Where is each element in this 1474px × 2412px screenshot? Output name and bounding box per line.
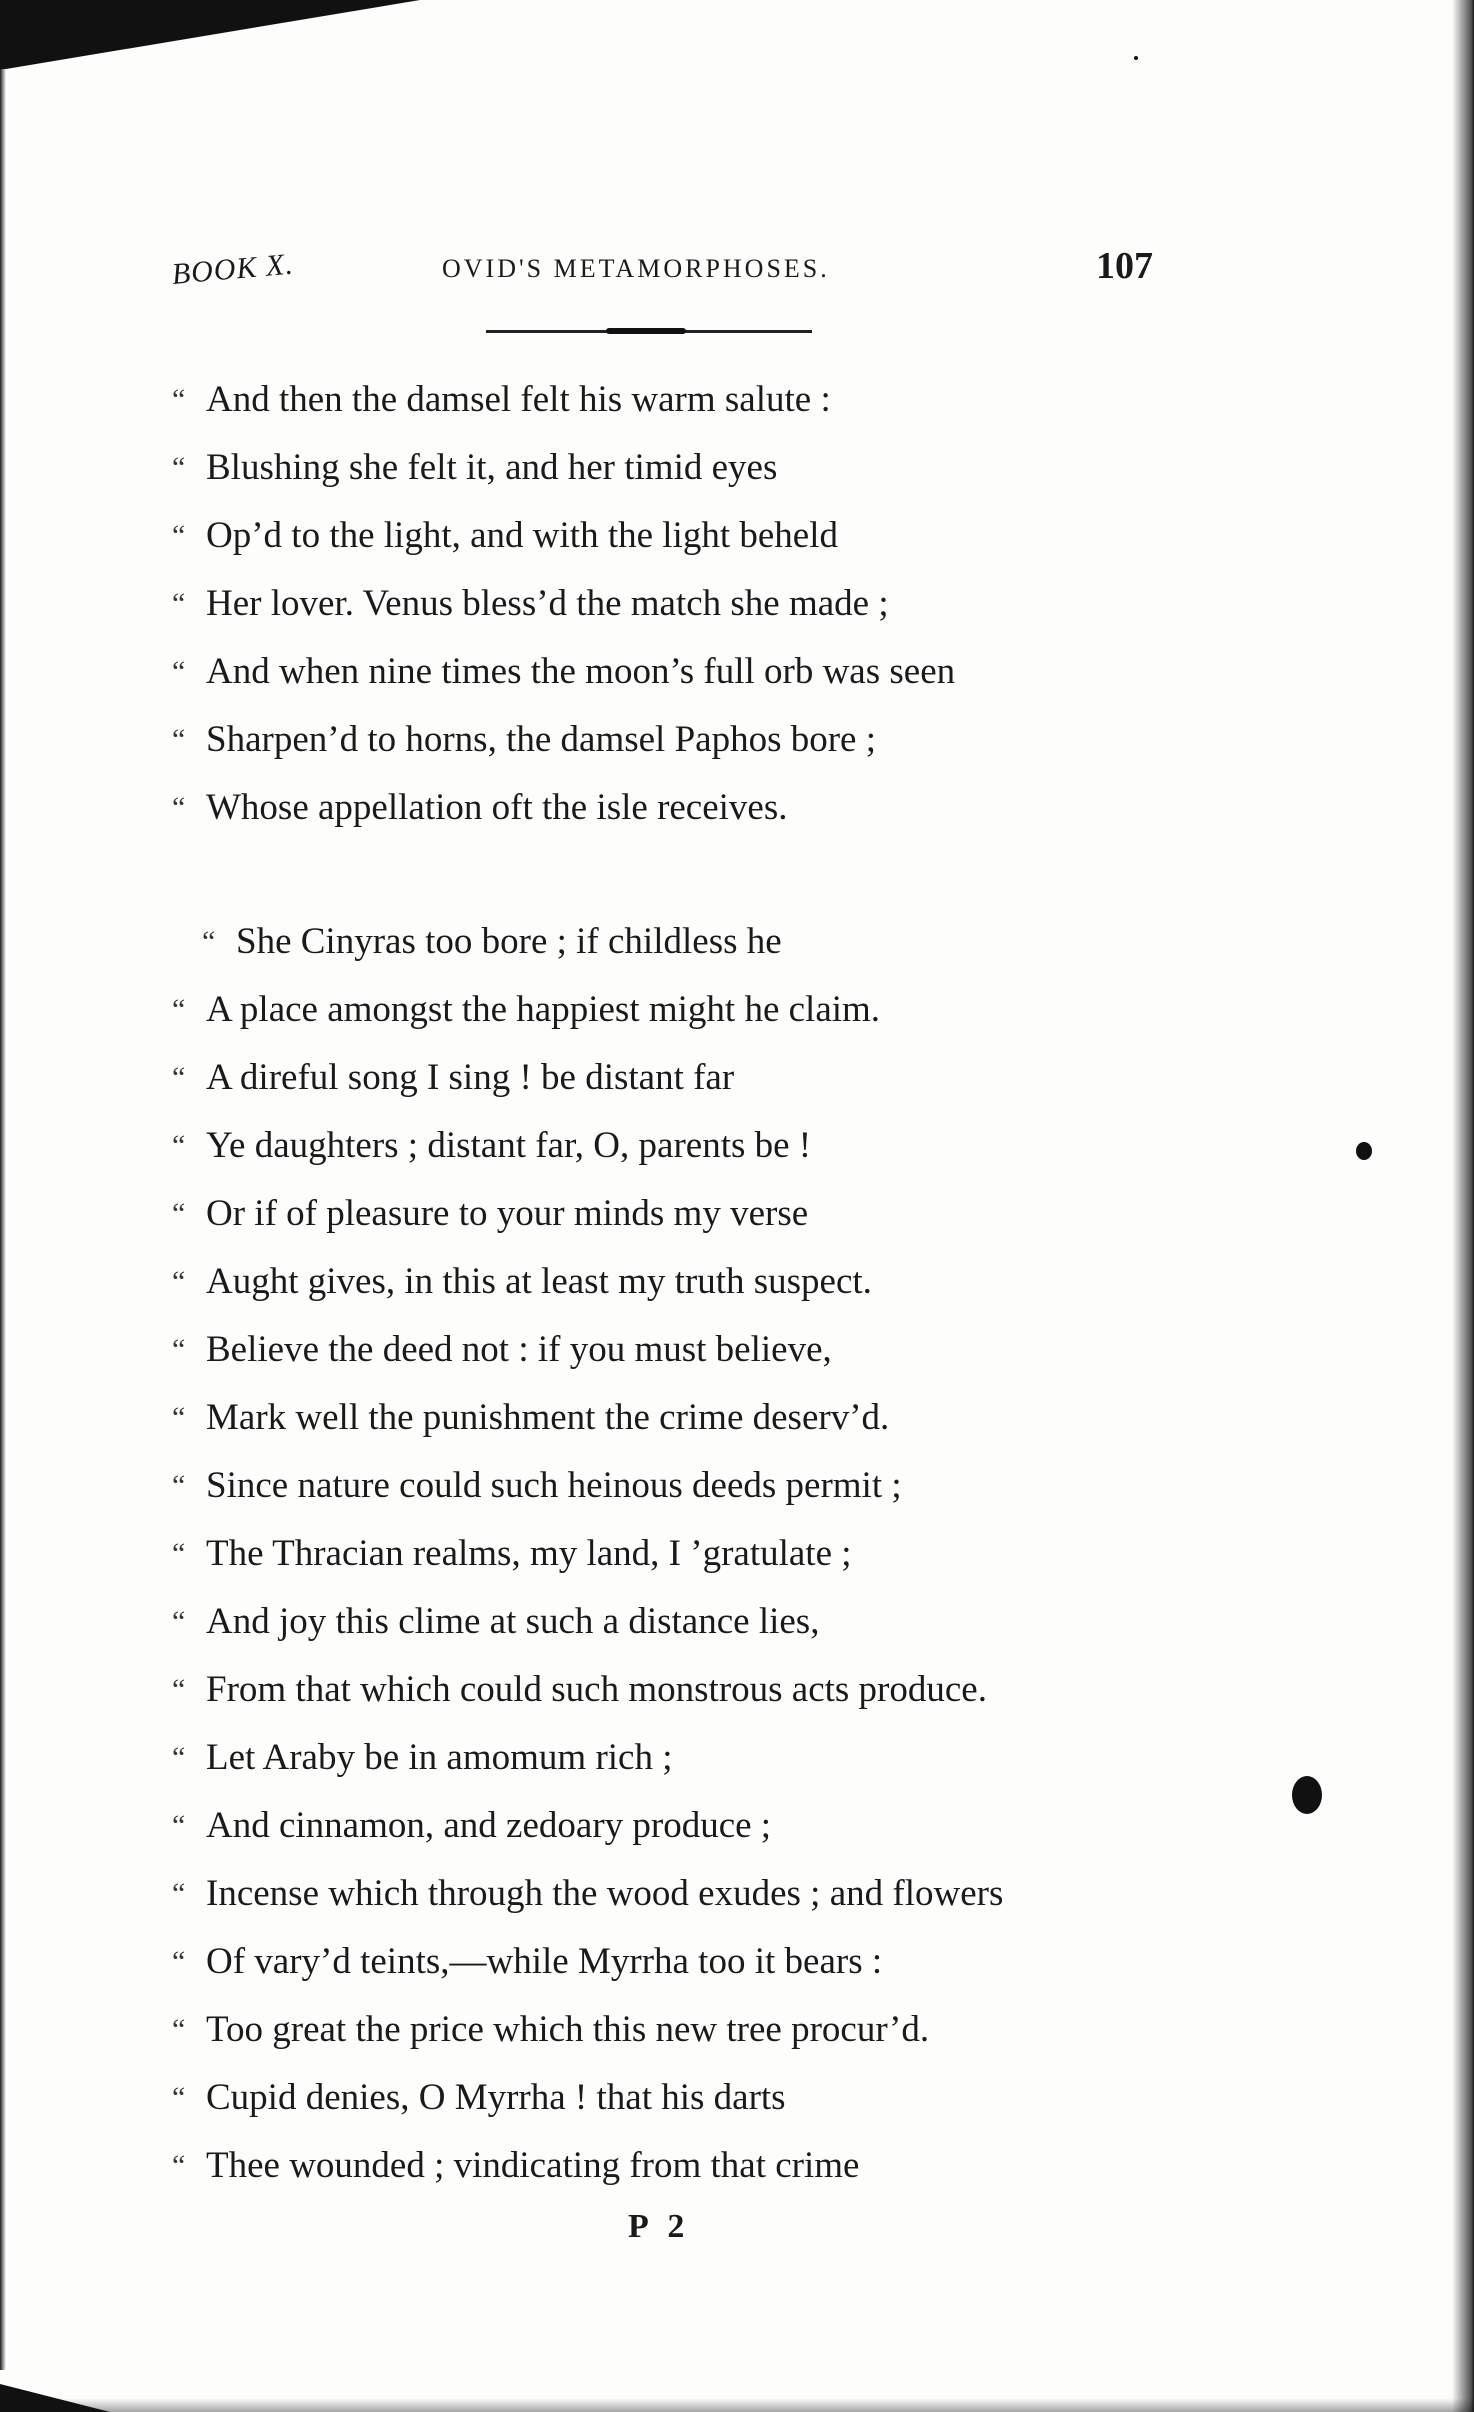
quote-mark: “ xyxy=(172,1945,186,1978)
verse-line xyxy=(172,908,1003,976)
verse-text: Op’d to the light, and with the light beheld xyxy=(206,515,838,556)
quote-mark: “ xyxy=(172,383,186,416)
page-header xyxy=(0,244,1474,304)
verse-line xyxy=(172,1724,1003,1792)
verse-text: Sharpen’d to horns, the damsel Paphos bore ; xyxy=(206,719,876,760)
verse-line xyxy=(172,1180,1003,1248)
quote-mark: “ xyxy=(172,655,186,688)
verse-text: Whose appellation oft the isle receives. xyxy=(206,787,788,828)
quote-mark: “ xyxy=(172,1673,186,1706)
scan-right-edge xyxy=(1452,0,1474,2412)
verse-text: And then the damsel felt his warm salute : xyxy=(206,379,831,420)
verse-text: From that which could such monstrous acts produce. xyxy=(206,1669,987,1710)
verse-line xyxy=(172,638,955,706)
verse-line xyxy=(172,1384,1003,1452)
ink-speck xyxy=(1292,1776,1322,1814)
running-title: OVID'S METAMORPHOSES. xyxy=(442,254,830,283)
verse-line xyxy=(172,1588,1003,1656)
verse-line xyxy=(172,366,955,434)
quote-mark: “ xyxy=(172,993,186,1026)
verse-line xyxy=(172,2132,1003,2200)
quote-mark: “ xyxy=(172,451,186,484)
verse-line xyxy=(172,1316,1003,1384)
verse-text: And joy this clime at such a distance lies, xyxy=(206,1601,820,1642)
page-number: 107 xyxy=(1096,245,1153,287)
quote-mark: “ xyxy=(172,1537,186,1570)
quote-mark: “ xyxy=(172,1333,186,1366)
verse-text: The Thracian realms, my land, I ’gratulate ; xyxy=(206,1533,852,1574)
verse-text: Cupid denies, O Myrrha ! that his darts xyxy=(206,2077,786,2118)
verse-line xyxy=(172,1520,1003,1588)
verse-text: Aught gives, in this at least my truth suspect. xyxy=(206,1261,872,1302)
verse-line xyxy=(172,2064,1003,2132)
scan-bottom-corner xyxy=(0,2384,110,2412)
verse-text: She Cinyras too bore ; if childless he xyxy=(236,921,782,962)
verse-text: A place amongst the happiest might he claim. xyxy=(206,989,881,1030)
quote-mark: “ xyxy=(172,1401,186,1434)
verse-text: Thee wounded ; vindicating from that crime xyxy=(206,2145,860,2186)
quote-mark: “ xyxy=(172,2149,186,2182)
verse-text: Or if of pleasure to your minds my verse xyxy=(206,1193,809,1234)
verse-line xyxy=(172,434,955,502)
quote-mark: “ xyxy=(172,1877,186,1910)
quote-mark: “ xyxy=(172,519,186,552)
verse-line xyxy=(172,706,955,774)
quote-mark: “ xyxy=(172,1605,186,1638)
signature-mark: P 2 xyxy=(628,2208,691,2245)
verse-text: Blushing she felt it, and her timid eyes xyxy=(206,447,778,488)
verse-line xyxy=(172,1928,1003,1996)
quote-mark: “ xyxy=(202,925,216,958)
verse-text: Let Araby be in amomum rich ; xyxy=(206,1737,673,1778)
verse-line xyxy=(172,502,955,570)
book-label: BOOK X. xyxy=(170,247,295,291)
verse-text: Incense which through the wood exudes ; and flowers xyxy=(206,1873,1004,1914)
verse-line xyxy=(172,1452,1003,1520)
ink-speck xyxy=(1356,1142,1372,1160)
verse-line xyxy=(172,1044,1003,1112)
quote-mark: “ xyxy=(172,2013,186,2046)
verse-text: Mark well the punishment the crime deserv’d. xyxy=(206,1397,890,1438)
quote-mark: “ xyxy=(172,2081,186,2114)
quote-mark: “ xyxy=(172,1741,186,1774)
quote-mark: “ xyxy=(172,1061,186,1094)
quote-mark: “ xyxy=(172,723,186,756)
quote-mark: “ xyxy=(172,1265,186,1298)
scan-bottom-edge xyxy=(0,2398,1474,2412)
verse-line xyxy=(172,1248,1003,1316)
verse-line xyxy=(172,774,955,842)
header-rule xyxy=(486,330,812,333)
verse-line xyxy=(172,1996,1003,2064)
quote-mark: “ xyxy=(172,1469,186,1502)
ink-speck xyxy=(1134,56,1138,60)
verse-text: Of vary’d teints,—while Myrrha too it bears : xyxy=(206,1941,883,1982)
quote-mark: “ xyxy=(172,587,186,620)
verse-text: Her lover. Venus bless’d the match she made ; xyxy=(206,583,889,624)
verse-text: Since nature could such heinous deeds permit ; xyxy=(206,1465,902,1506)
scan-corner-shadow xyxy=(0,0,420,70)
quote-mark: “ xyxy=(172,1197,186,1230)
scan-left-edge xyxy=(0,70,6,2370)
verse-line xyxy=(172,570,955,638)
verse-text: And cinnamon, and zedoary produce ; xyxy=(206,1805,772,1846)
verse-line xyxy=(172,976,1003,1044)
quote-mark: “ xyxy=(172,1129,186,1162)
verse-line xyxy=(172,1792,1003,1860)
stanza-1 xyxy=(172,366,955,842)
verse-text: Ye daughters ; distant far, O, parents be ! xyxy=(206,1125,812,1166)
verse-line xyxy=(172,1112,1003,1180)
stanza-2 xyxy=(172,908,1003,2200)
verse-text: And when nine times the moon’s full orb was seen xyxy=(206,651,956,692)
quote-mark: “ xyxy=(172,791,186,824)
verse-text: Too great the price which this new tree procur’d. xyxy=(206,2009,930,2050)
verse-line xyxy=(172,1860,1003,1928)
verse-line xyxy=(172,1656,1003,1724)
verse-text: Believe the deed not : if you must believe, xyxy=(206,1329,832,1370)
quote-mark: “ xyxy=(172,1809,186,1842)
verse-text: A direful song I sing ! be distant far xyxy=(206,1057,735,1098)
